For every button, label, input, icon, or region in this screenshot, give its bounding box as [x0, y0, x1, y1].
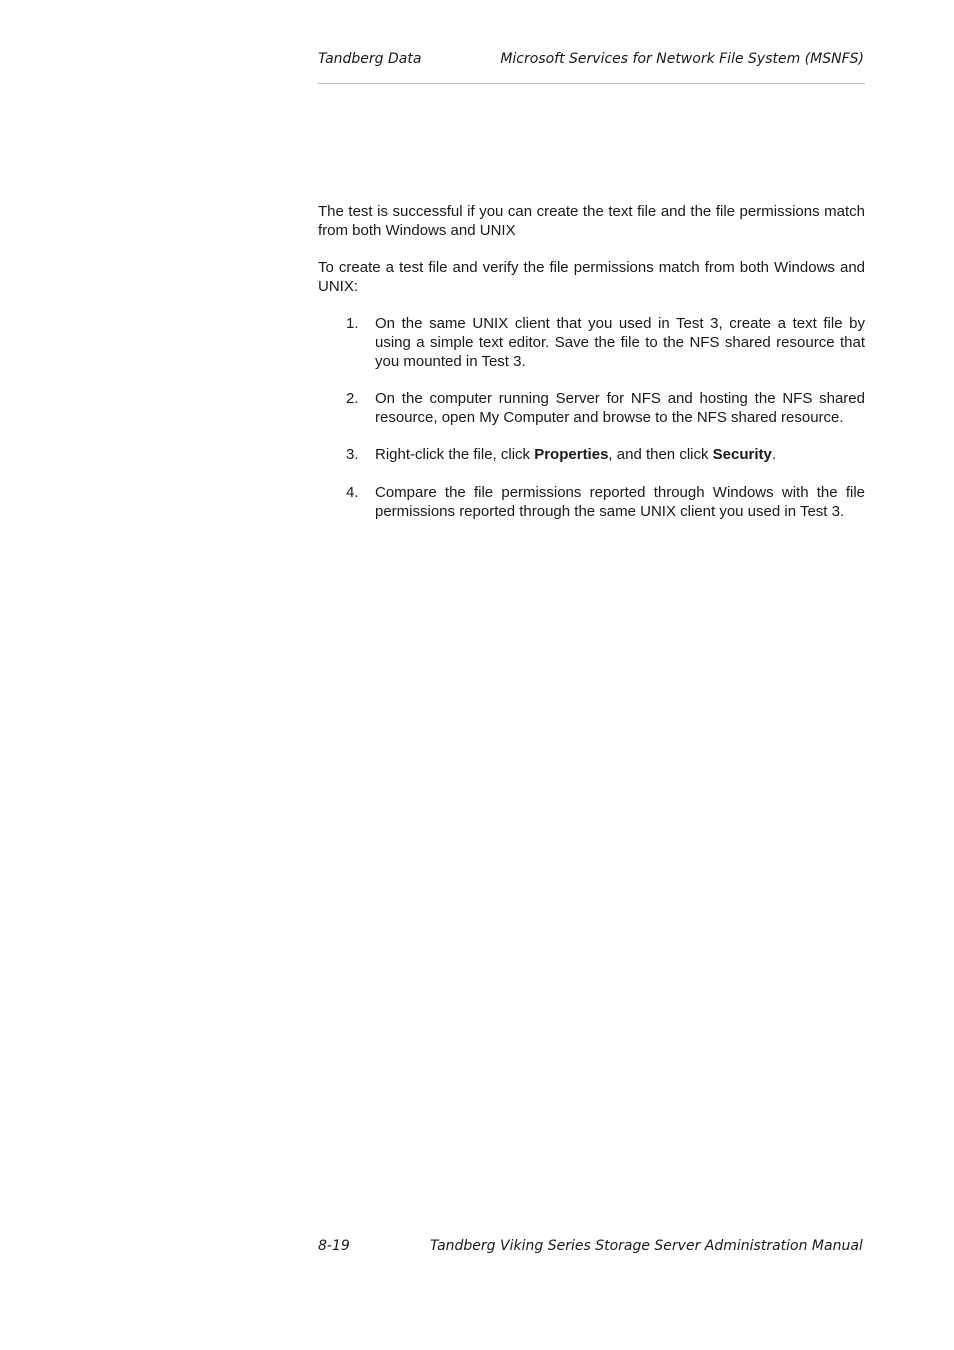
step-text: Compare the file permissions reported through Windows with the file permissions reported through the same UNIX client you used in Test 3. [375, 483, 865, 520]
security-term: Security [712, 446, 772, 464]
steps-list [318, 315, 865, 521]
header-company: Tandberg Data [318, 51, 422, 67]
page-number: 8-19 [318, 1238, 350, 1254]
step-text-part: Right-click the file, click [375, 446, 535, 464]
step-number: 4. [346, 483, 359, 501]
header-divider [318, 83, 865, 84]
page-body [318, 203, 865, 540]
list-item [318, 484, 865, 521]
list-item [318, 446, 865, 465]
step-text: On the computer running Server for NFS and hosting the NFS shared resource, open My Computer and browse to the NFS shared resource. [375, 390, 865, 426]
list-item [318, 390, 865, 427]
list-item [318, 315, 865, 371]
footer-manual-title: Tandberg Viking Series Storage Server Administration Manual [430, 1238, 863, 1254]
step-text-part: , and then click [608, 446, 713, 464]
instruction-paragraph: To create a test file and verify the file permissions match from both Windows and UNIX: [318, 259, 865, 295]
step-number: 3. [346, 446, 359, 464]
intro-paragraph: The test is successful if you can create the text file and the file permissions match from both Windows and UNIX [318, 203, 865, 239]
properties-term: Properties [534, 446, 609, 464]
step-text-part: . [771, 446, 777, 464]
step-text: On the same UNIX client that you used in Test 3, create a text file by using a simple text editor. Save the file to the NFS shared resource that you mounted in Test 3. [375, 315, 865, 370]
step-number: 1. [346, 315, 359, 333]
header-section-title: Microsoft Services for Network File System (MSNFS) [500, 51, 864, 67]
step-number: 2. [346, 390, 359, 408]
step-text [375, 446, 776, 463]
